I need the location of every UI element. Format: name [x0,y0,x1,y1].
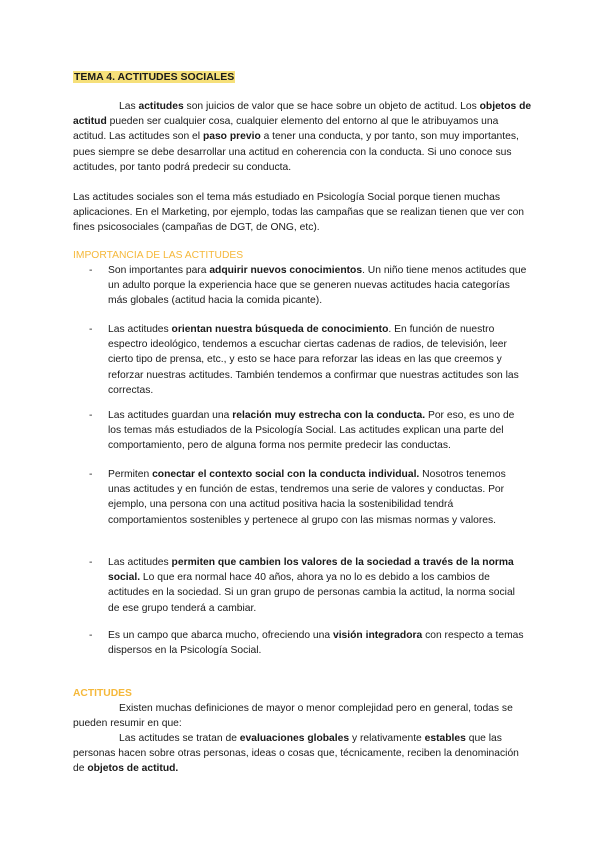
actitudes-paragraph-1: Existen muchas definiciones de mayor o menor complejidad pero en general, todas se pueden resumir en que: [73,703,513,730]
intro-paragraph-2: Las actitudes sociales son el tema más estudiado en Psicología Social porque tienen muchas aplicaciones. En el Marketing, por ejemplo, todas las campañas que se realizan tienen que ver con fines psicosociales (campañas de DGT, de ONG, etc). [73,192,525,234]
section-heading-importancia: IMPORTANCIA DE LAS ACTITUDES [73,250,244,261]
page-title: TEMA 4. ACTITUDES SOCIALES [74,71,235,83]
section-heading-actitudes: ACTITUDES [73,688,132,699]
actitudes-paragraph-2: Las actitudes se tratan de evaluaciones globales y relativamente estables que las personas hacen sobre otras personas, ideas o cosas que, técnicamente, reciben la denominación de objetos de actitud. [73,733,519,775]
list-item: - Las actitudes orientan nuestra búsqueda de conocimiento. En función de nuestro espectro ideológico, tendemos a escuchar ciertas cadenas de radios, de televisión, leer cierto tipo de prensa, etc., y esto se hace para reforzar las ideas en las que creemos y reforzar nuestras actitudes. También tendemos a confirmar que nuestras actitudes son las correctas. [89,324,519,396]
intro-paragraph-1: Las actitudes son juicios de valor que se hace sobre un objeto de actitud. Los objetos de actitud pueden ser cualquier cosa, cualquier elemento del entorno al que le atribuyamos una actitud. Las actitudes son el paso previo a tener una conducta, y por tanto, son muy importantes, pues siempre se debe desarrollar una actitud en coherencia con la conducta. Si uno conoce sus actitudes, por tanto podrá predecir su conducta. [73,101,532,173]
list-item: - Permiten conectar el contexto social con la conducta individual. Nosotros tenemos unas actitudes y en función de estas, tendremos una serie de valores y conductas. Por ejemplo, una persona con una actitud positiva hacia la sostenibilidad tendrá comportamientos sostenibles y pertenece al grupo con las mismas normas y valores. [89,469,506,526]
list-item: - Es un campo que abarca mucho, ofreciendo una visión integradora con respecto a temas dispersos en la Psicología Social. [89,630,524,657]
list-item: - Las actitudes guardan una relación muy estrecha con la conducta. Por eso, es uno de los temas más estudiados de la Psicología Social. Las actitudes explican una parte del comportamiento, pero de alguna forma nos permite predecir las conductas. [89,410,515,452]
list-item: - Las actitudes permiten que cambien los valores de la sociedad a través de la norma social. Lo que era normal hace 40 años, ahora ya no lo es debido a los cambios de actitudes en la sociedad. Si un gran grupo de personas cambia la actitud, la norma social de ese grupo tenderá a cambiar. [89,557,515,614]
list-item: - Son importantes para adquirir nuevos conocimientos. Un niño tiene menos actitudes que un adulto porque la experiencia hace que se generen nuevas actitudes hacia categorías más globales (actitud hacia la comida picante). [89,265,527,307]
